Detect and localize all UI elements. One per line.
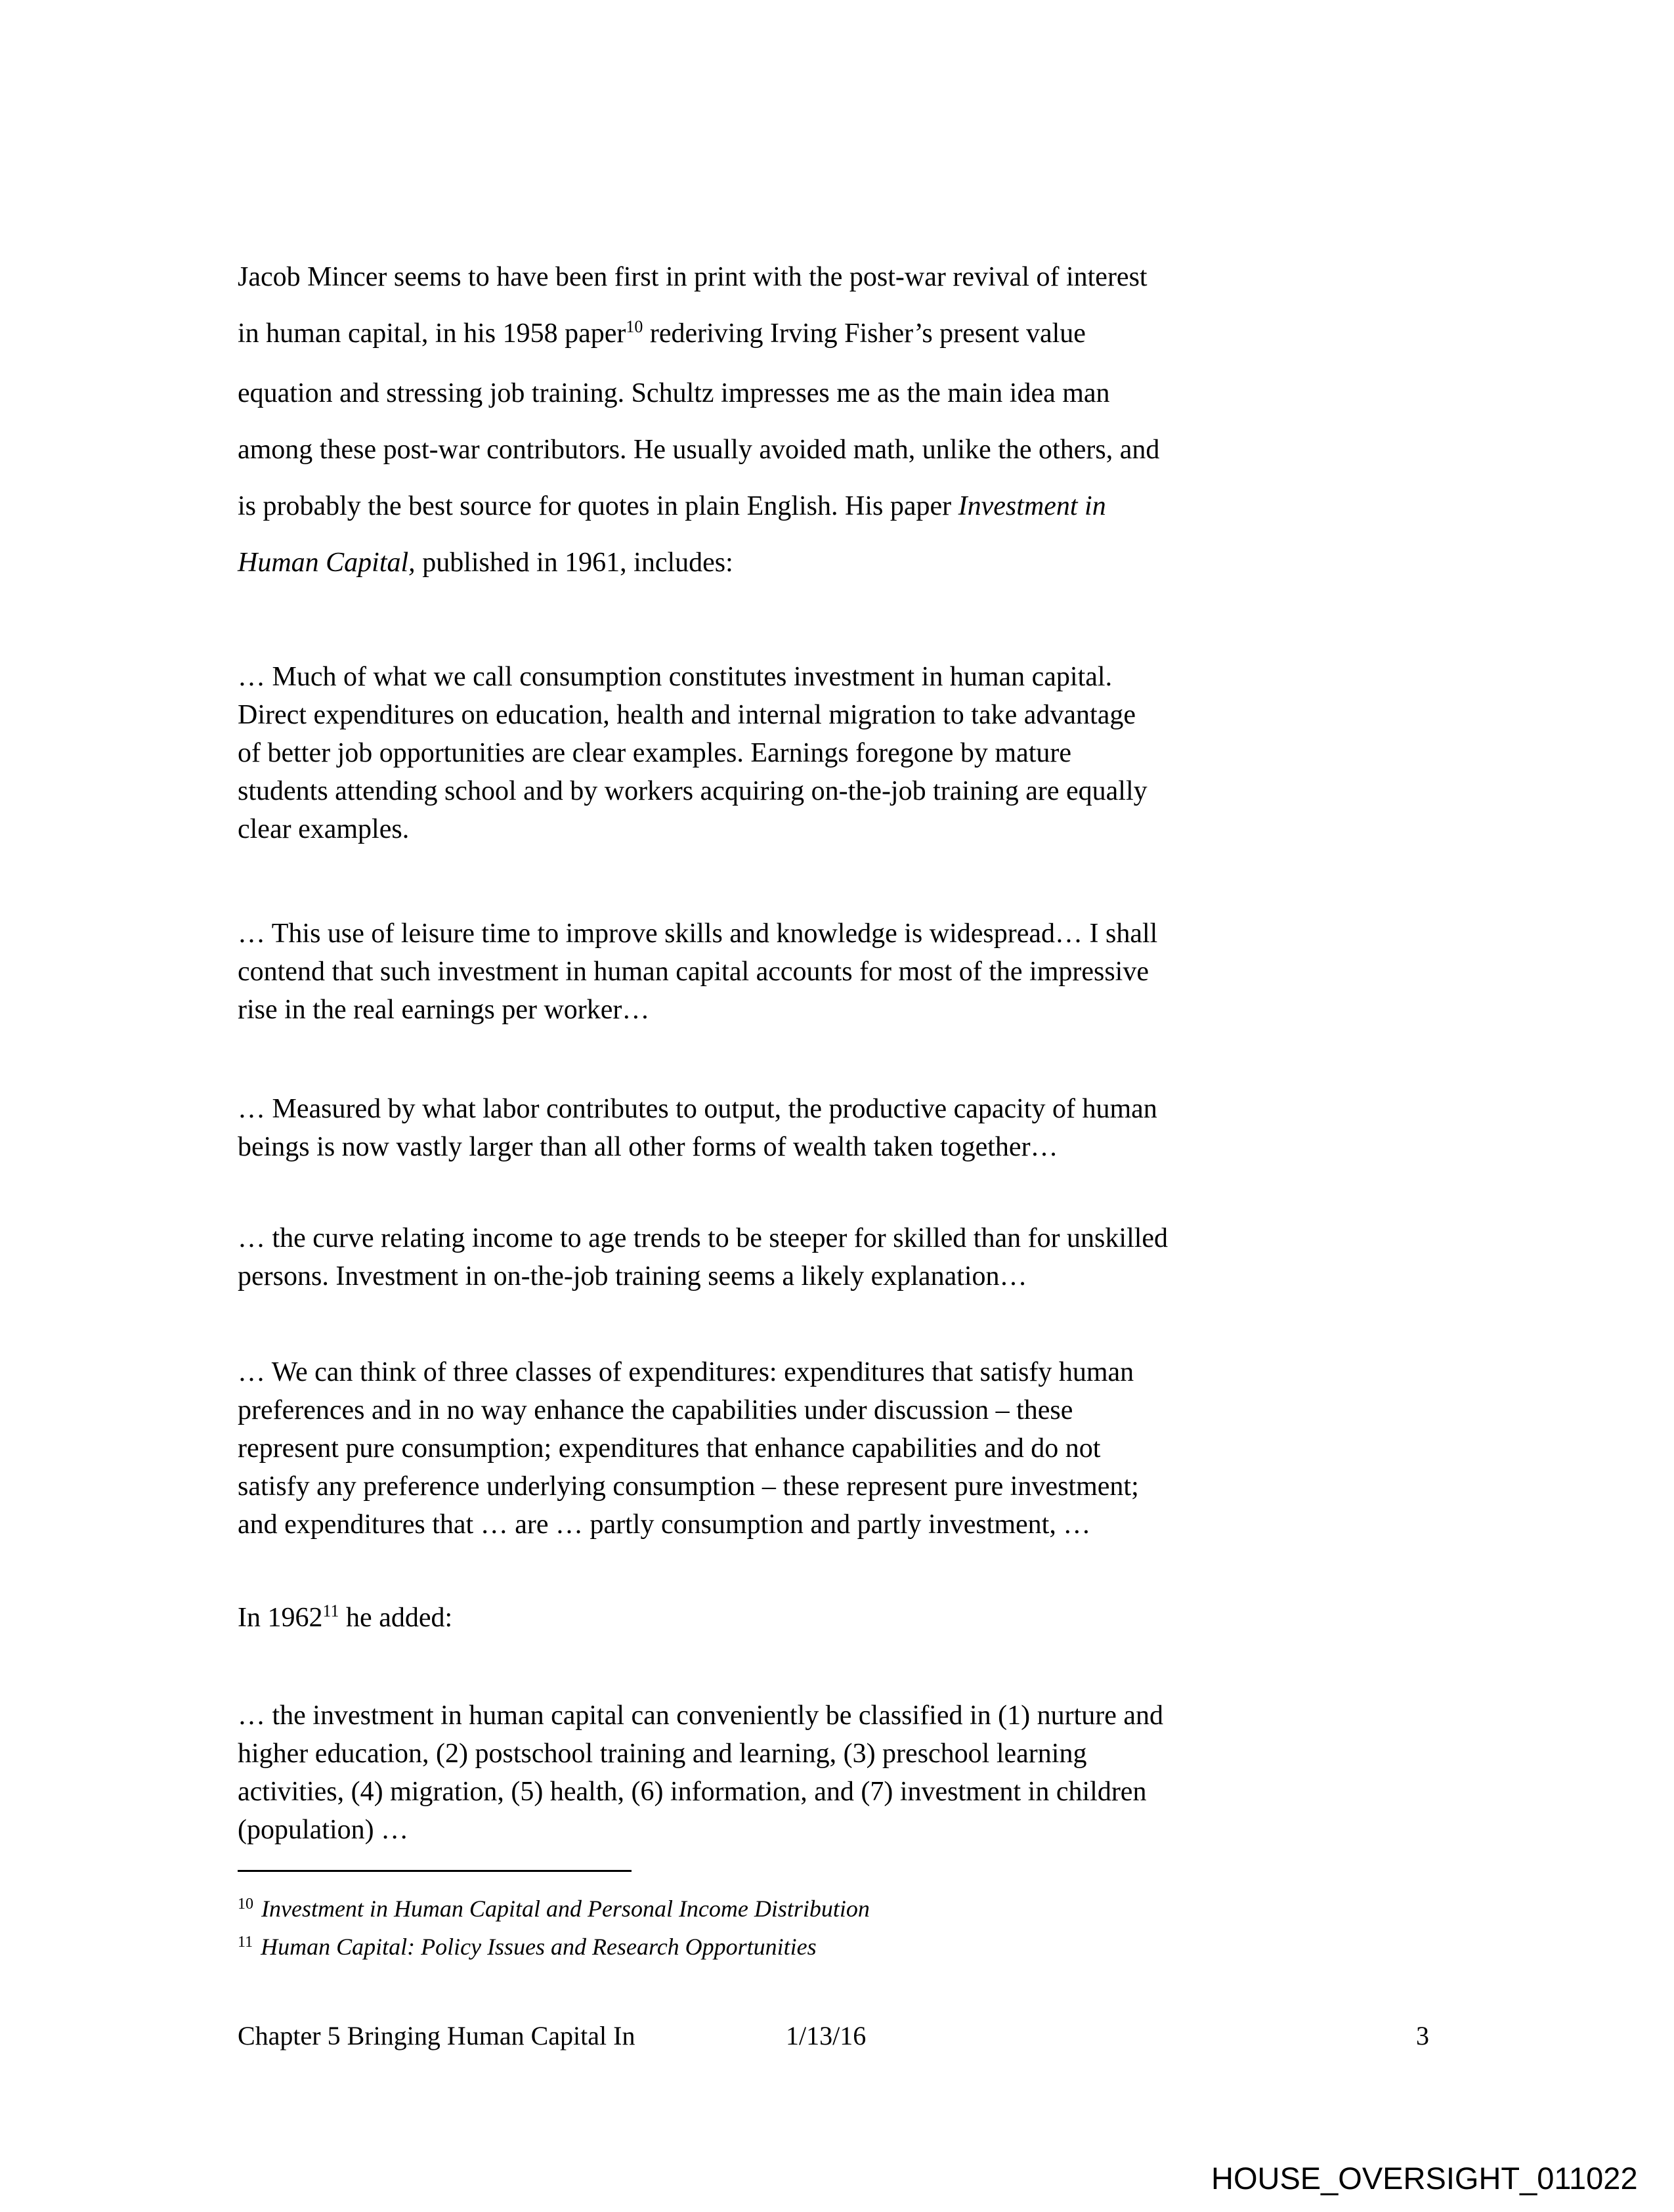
text-run: rederiving Irving Fisher’s present value (643, 318, 1086, 349)
bates-stamp: HOUSE_OVERSIGHT_011022 (1211, 2161, 1638, 2196)
text-line: students attending school and by workers acquiring on-the-job training are equally (238, 776, 1148, 806)
text-line: … the curve relating income to age trends to be steeper for skilled than for unskilled (238, 1223, 1169, 1253)
text-line: satisfy any preference underlying consumption – these represent pure investment; (238, 1471, 1139, 1502)
text-run: Jacob Mincer seems to have been first in print with the post-war revival of interest (238, 262, 1148, 292)
quote-classification-1962 (238, 1697, 1163, 1849)
added-1962-paragraph (238, 1590, 452, 1649)
intro-paragraph (238, 249, 1159, 591)
quote-measured-labor (238, 1090, 1157, 1166)
text-line: persons. Investment in on-the-job training seems a likely explanation… (238, 1261, 1027, 1291)
text-run: equation and stressing job training. Schultz impresses me as the main idea man (238, 378, 1110, 408)
superscript-footnote-ref: 10 (626, 317, 643, 336)
text-line: higher education, (2) postschool training and learning, (3) preschool learning (238, 1739, 1087, 1769)
text-run: he added: (339, 1603, 453, 1633)
text-line: … the investment in human capital can conveniently be classified in (1) nurture and (238, 1701, 1164, 1731)
text-line: rise in the real earnings per worker… (238, 995, 650, 1025)
footnote-10 (238, 1890, 870, 1931)
text-line: activities, (4) migration, (5) health, (6) information, and (7) investment in children (238, 1777, 1147, 1807)
footer-chapter-title: Chapter 5 Bringing Human Capital In (238, 2021, 635, 2050)
text-line (238, 249, 1159, 305)
text-line (238, 365, 1159, 422)
text-run: Investment in (958, 491, 1106, 521)
text-line (238, 422, 1159, 478)
text-line (238, 1590, 452, 1649)
text-run: published in 1961, includes: (415, 548, 733, 578)
text-line: (population) … (238, 1815, 409, 1845)
footer-date: 1/13/16 (786, 2021, 867, 2050)
text-line: Direct expenditures on education, health and internal migration to take advantage (238, 700, 1136, 730)
footer-page-number: 3 (1416, 2021, 1429, 2050)
text-line: and expenditures that … are … partly consumption and partly investment, … (238, 1509, 1091, 1540)
text-run: In 1962 (238, 1603, 323, 1633)
text-run: in human capital, in his 1958 paper (238, 318, 626, 349)
text-run: Human Capital, (238, 548, 416, 578)
text-line: beings is now vastly larger than all other forms of wealth taken together… (238, 1132, 1058, 1162)
text-line (238, 305, 1159, 365)
text-run: is probably the best source for quotes in plain English. His paper (238, 491, 958, 521)
footnote-separator (238, 1870, 632, 1872)
text-run: among these post-war contributors. He usually avoided math, unlike the others, and (238, 435, 1160, 465)
text-line: of better job opportunities are clear examples. Earnings foregone by mature (238, 738, 1072, 768)
text-line (238, 534, 1159, 591)
text-line: … Measured by what labor contributes to output, the productive capacity of human (238, 1094, 1157, 1124)
footnote-text: Human Capital: Policy Issues and Research Opportunities (261, 1934, 817, 1960)
footnote-number: 11 (238, 1934, 253, 1951)
text-line (238, 478, 1159, 534)
quote-income-age-curve (238, 1219, 1168, 1295)
text-line: represent pure consumption; expenditures that enhance capabilities and do not (238, 1433, 1101, 1464)
quote-much-consumption (238, 658, 1148, 848)
footnote-number: 10 (238, 1896, 253, 1913)
text-line: clear examples. (238, 814, 410, 844)
footnote-11 (238, 1928, 817, 1969)
page-footer (238, 2020, 1429, 2052)
footnote-text: Investment in Human Capital and Personal Income Distribution (261, 1896, 870, 1922)
text-line: preferences and in no way enhance the capabilities under discussion – these (238, 1395, 1073, 1425)
text-line: … This use of leisure time to improve skills and knowledge is widespread… I shall (238, 919, 1158, 949)
text-line: contend that such investment in human capital accounts for most of the impressive (238, 957, 1149, 987)
page-body (238, 0, 1439, 2212)
superscript-footnote-ref: 11 (322, 1601, 339, 1620)
text-line: … We can think of three classes of expenditures: expenditures that satisfy human (238, 1357, 1134, 1387)
quote-three-classes (238, 1353, 1139, 1544)
quote-leisure-time (238, 915, 1157, 1029)
text-line: … Much of what we call consumption constitutes investment in human capital. (238, 662, 1113, 692)
